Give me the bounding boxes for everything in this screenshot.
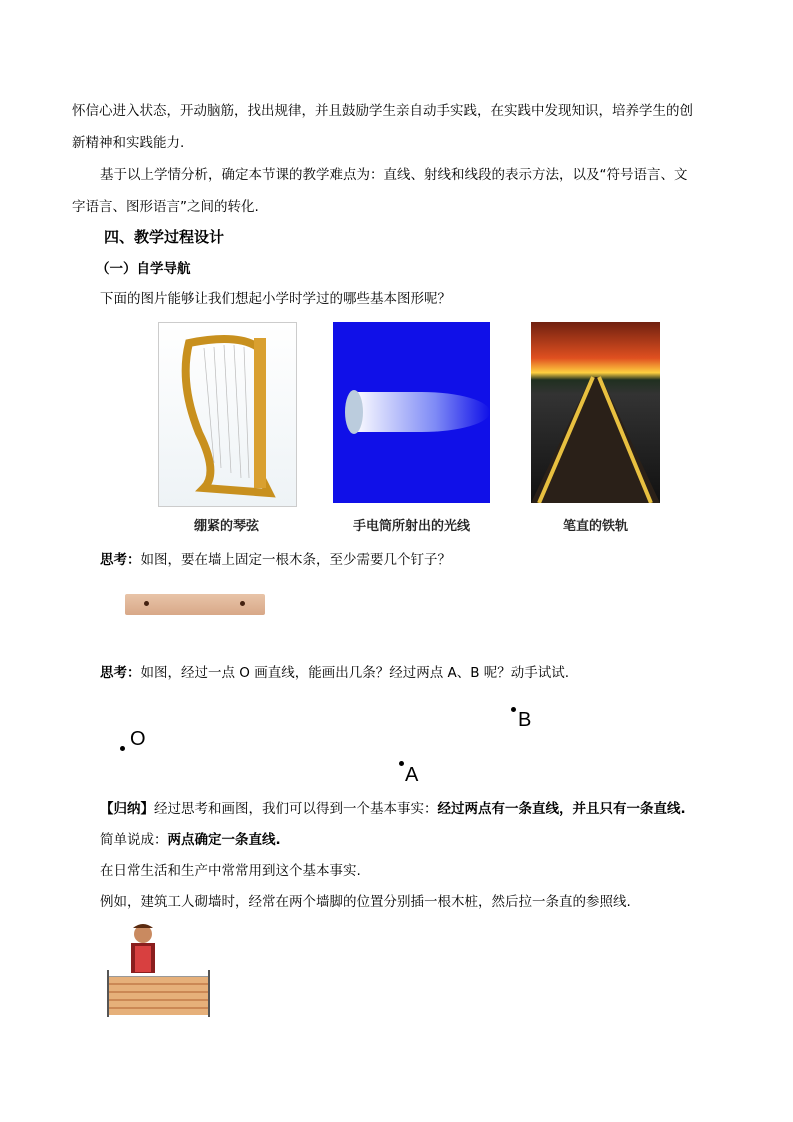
simple-fact: 两点确定一条直线. (167, 832, 281, 848)
summary-line (100, 800, 686, 818)
simple-statement (100, 831, 281, 849)
paragraph-line: 在日常生活和生产中常常用到这个基本事实. (100, 863, 361, 879)
think-label: 思考： (100, 552, 141, 568)
think-question-2 (100, 664, 569, 682)
figure-caption: 手电筒所射出的光线 (352, 519, 470, 534)
simple-label: 简单说成： (100, 832, 168, 848)
point-a-dot (399, 761, 404, 766)
point-o-label: O (130, 728, 146, 750)
paragraph-line: 怀信心进入状态，开动脑筋，找出规律，并且鼓励学生亲自动手实践，在实践中发现知识，培养学生的创 (72, 103, 693, 119)
paragraph-line: 基于以上学情分析，确定本节课的教学难点为：直线、射线和线段的表示方法，以及“符号语言、文 (100, 167, 688, 183)
think-question-1 (100, 551, 451, 569)
bricklayer-image (105, 920, 212, 1017)
section-title: 四、教学过程设计 (104, 228, 225, 246)
think-label: 思考： (100, 665, 141, 681)
paragraph-line: 字语言、图形语言”之间的转化. (72, 199, 259, 215)
wood-strip-image (125, 594, 265, 615)
summary-text: 经过思考和画图，我们可以得到一个基本事实： (154, 801, 438, 817)
figure-caption: 绷紧的琴弦 (193, 519, 259, 534)
point-b-label: B (518, 709, 532, 731)
question-intro: 下面的图片能够让我们想起小学时学过的哪些基本图形呢？ (100, 291, 451, 307)
railway-image (531, 322, 660, 503)
point-a-label: A (405, 764, 419, 786)
think-text: 如图，经过一点 O 画直线，能画出几条？经过两点 A、B 呢？动手试试. (140, 665, 570, 681)
summary-tag: 【归纳】 (100, 801, 154, 817)
summary-fact: 经过两点有一条直线，并且只有一条直线. (437, 801, 686, 817)
subsection-title: （一）自学导航 (96, 261, 191, 277)
paragraph-line: 新精神和实践能力. (72, 135, 185, 151)
point-o-dot (120, 746, 125, 751)
think-text: 如图，要在墙上固定一根木条，至少需要几个钉子？ (140, 552, 451, 568)
harp-image (158, 322, 297, 507)
paragraph-line: 例如，建筑工人砌墙时，经常在两个墙脚的位置分别插一根木桩，然后拉一条直的参照线. (100, 894, 631, 910)
flashlight-image (333, 322, 490, 503)
point-b-dot (511, 707, 516, 712)
figure-caption: 笔直的铁轨 (562, 519, 628, 534)
